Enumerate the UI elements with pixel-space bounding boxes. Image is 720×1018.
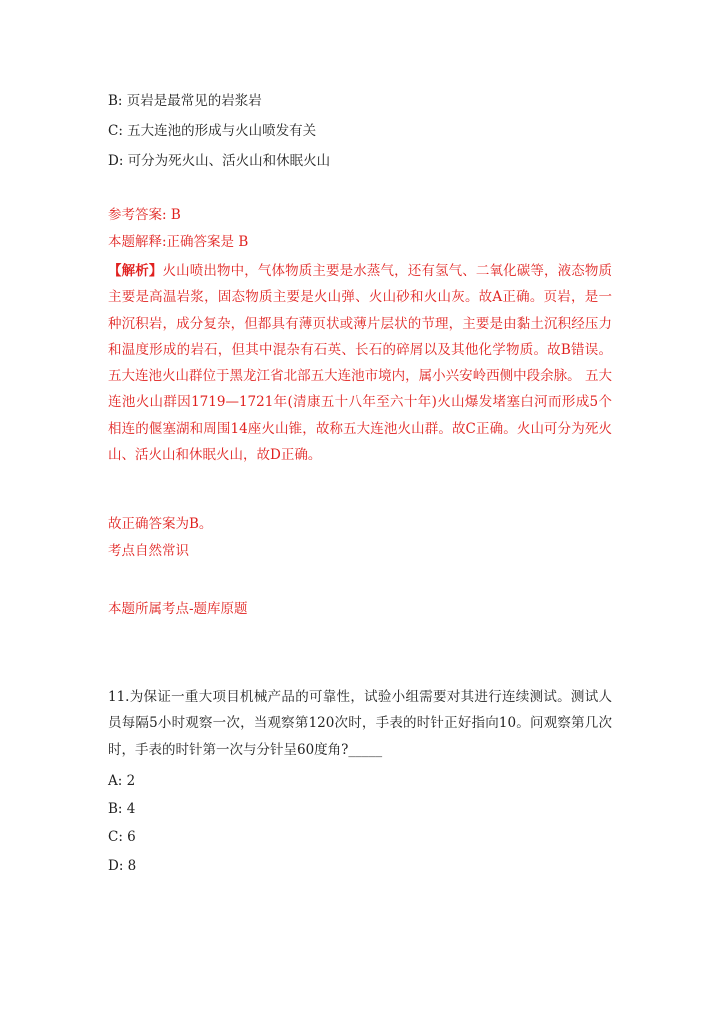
option-c: C: 6: [108, 829, 136, 845]
analysis-text: 火山喷出物中，气体物质主要是水蒸气，还有氢气、二氧化碳等，液态物质主要是高温岩浆，固态物质主要是火山弹、火山砂和火山灰。故A正确。页岩，是一种沉积岩，成分复杂，但都具有薄页状或薄片层状的节理，主要是由黏土沉积经压力和温度形成的岩石，但其中混杂有石英、长石的碎屑以及其他化学物质。故B错误。五大连池火山群位于黑龙江省北部五大连池市境内，属小兴安岭西侧中段余脉。 五大连池火山群因1719—1721年(清康五十八年至六十年)火山爆发堵塞白河而形成5个相连的偃塞湖和周围14座火山锥，故称五大连池火山群。故C正确。火山可分为死火山、活火山和休眠火山，故D正确。: [108, 263, 612, 464]
question-category: 本题所属考点-题库原题: [108, 601, 248, 617]
option-b-prev: B: 页岩是最常见的岩浆岩: [108, 93, 262, 109]
explanation-label: 本题解释:正确答案是 B: [108, 234, 249, 250]
option-a: A: 2: [108, 773, 136, 789]
option-d-prev: D: 可分为死火山、活火山和休眠火山: [108, 153, 331, 169]
option-b: B: 4: [108, 801, 136, 817]
option-c-prev: C: 五大连池的形成与火山喷发有关: [108, 123, 317, 139]
conclusion: 故正确答案为B。: [108, 516, 213, 532]
analysis-tag: 【解析】: [108, 263, 163, 279]
knowledge-point: 考点自然常识: [108, 543, 189, 559]
analysis-paragraph: [108, 258, 612, 468]
question-11-stem: 11.为保证一重大项目机械产品的可靠性，试验小组需要对其进行连续测试。测试人员每隔5小时观察一次，当观察第120次时，手表的时针正好指向10。问观察第几次时，手表的时针第一次与分针呈60度角?_____: [108, 689, 612, 758]
option-d: D: 8: [108, 858, 137, 874]
reference-answer: 参考答案: B: [108, 207, 181, 223]
